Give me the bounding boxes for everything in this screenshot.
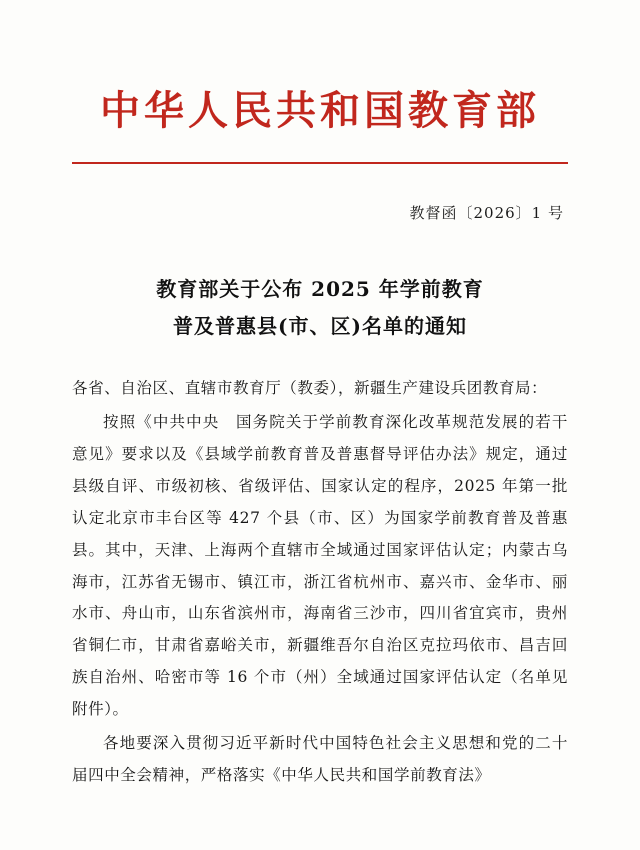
document-number: 教督函〔2026〕1 号	[409, 204, 564, 222]
red-rule-line	[72, 162, 568, 164]
document-title	[72, 271, 568, 345]
paragraph-main: 按照《中共中央 国务院关于学前教育深化改革规范发展的若干意见》要求以及《县域学前教育普及普惠督导评估办法》规定，通过县级自评、市级初核、省级评估、国家认定的程序，2025 年第一批认定北京市丰台区等 427 个县（市、区）为国家学前教育普及普惠县。其中，天津、上海两个直辖市全域通过国家评估认定；内蒙古乌海市，江苏省无锡市、镇江市，浙江省杭州市、嘉兴市、金华市、丽水市、舟山市，山东省滨州市，海南省三沙市，四川省宜宾市，贵州省铜仁市，甘肃省嘉峪关市，新疆维吾尔自治区克拉玛依市、昌吉回族自治州、哈密市等 16 个市（州）全域通过国家评估认定（名单见附件）。	[72, 412, 568, 719]
masthead-divider	[72, 162, 568, 166]
masthead	[72, 0, 568, 136]
document-body	[72, 373, 568, 792]
paragraph-salutation: 各省、自治区、直辖市教育厅（教委），新疆生产建设兵团教育局：	[72, 379, 548, 397]
ministry-title: 中华人民共和国教育部	[100, 87, 540, 134]
document-title-line-1: 教育部关于公布 2025 年学前教育	[156, 277, 484, 301]
paragraph-closing: 各地要深入贯彻习近平新时代中国特色社会主义思想和党的二十届四中全会精神，严格落实《中华人民共和国学前教育法》	[72, 734, 568, 785]
document-title-line-2: 普及普惠县(市、区)名单的通知	[173, 314, 467, 338]
